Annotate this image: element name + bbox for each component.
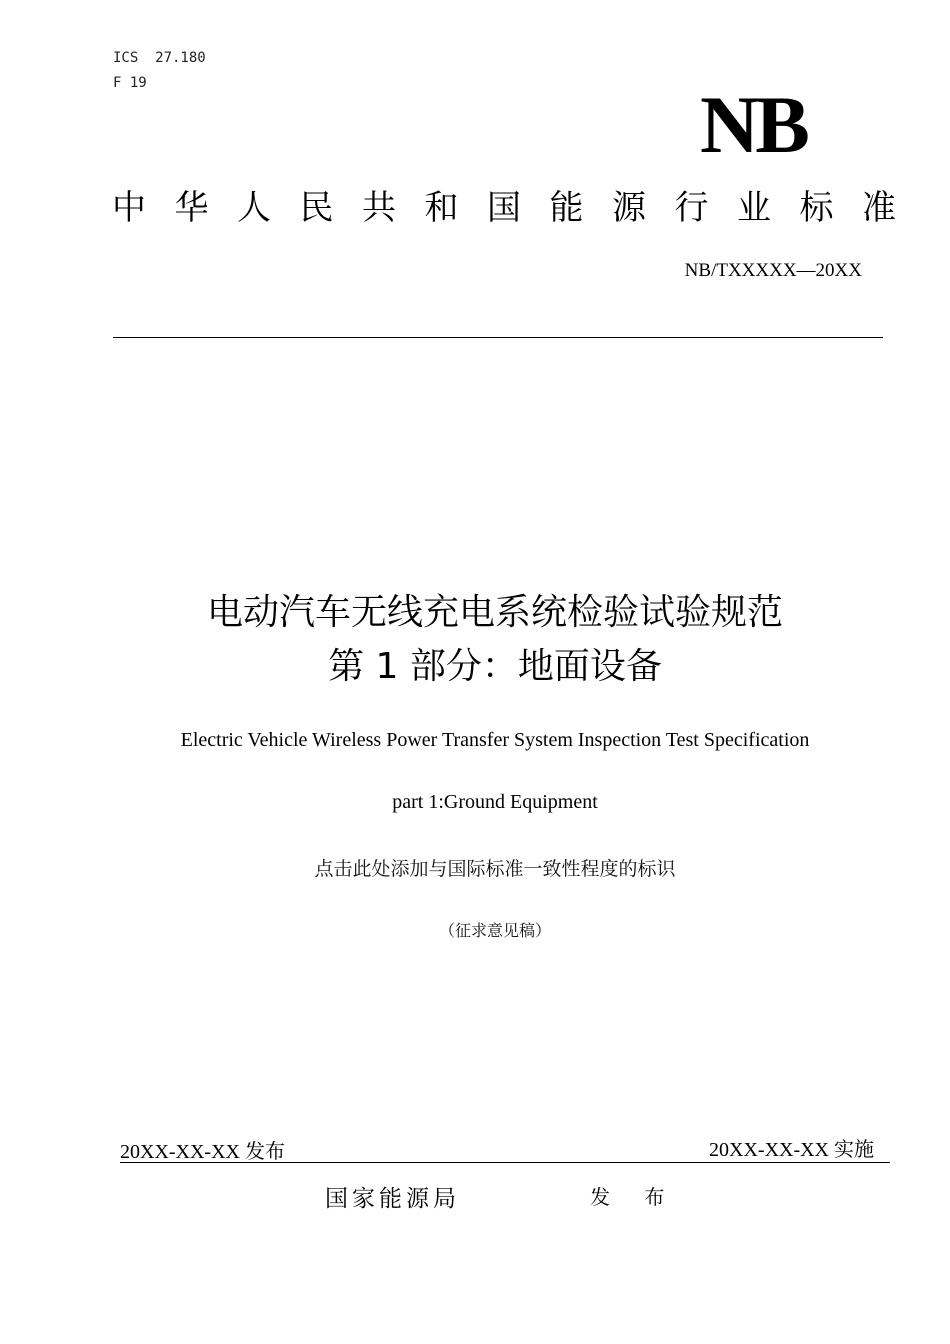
publisher: 国家能源局 — [325, 1186, 460, 1212]
document-title-cn: 电动汽车无线充电系统检验试验规范 — [206, 592, 783, 633]
issue-date: 20XX-XX-XX 发布 — [120, 1141, 285, 1163]
document-title-en: Electric Vehicle Wireless Power Transfer System Inspection Test Specification — [180, 729, 810, 751]
footer-divider — [120, 1162, 890, 1163]
nb-logo: NB — [700, 79, 806, 170]
header-divider — [113, 337, 883, 338]
draft-status: （征求意见稿） — [438, 921, 551, 940]
document-subtitle-en: part 1:Ground Equipment — [392, 791, 598, 813]
standard-number: NB/TXXXXX—20XX — [684, 260, 862, 281]
ics-code: ICS 27.180 — [113, 50, 206, 66]
document-subtitle-cn: 第 1 部分：地面设备 — [328, 646, 662, 687]
conformity-placeholder[interactable]: 点击此处添加与国际标准一致性程度的标识 — [314, 858, 676, 880]
standard-category-title: 中华人民共和国能源行业标准 — [112, 188, 925, 228]
publish-label: 发 布 — [590, 1185, 679, 1209]
classification-code: F 19 — [113, 75, 147, 91]
implementation-date: 20XX-XX-XX 实施 — [709, 1139, 874, 1161]
